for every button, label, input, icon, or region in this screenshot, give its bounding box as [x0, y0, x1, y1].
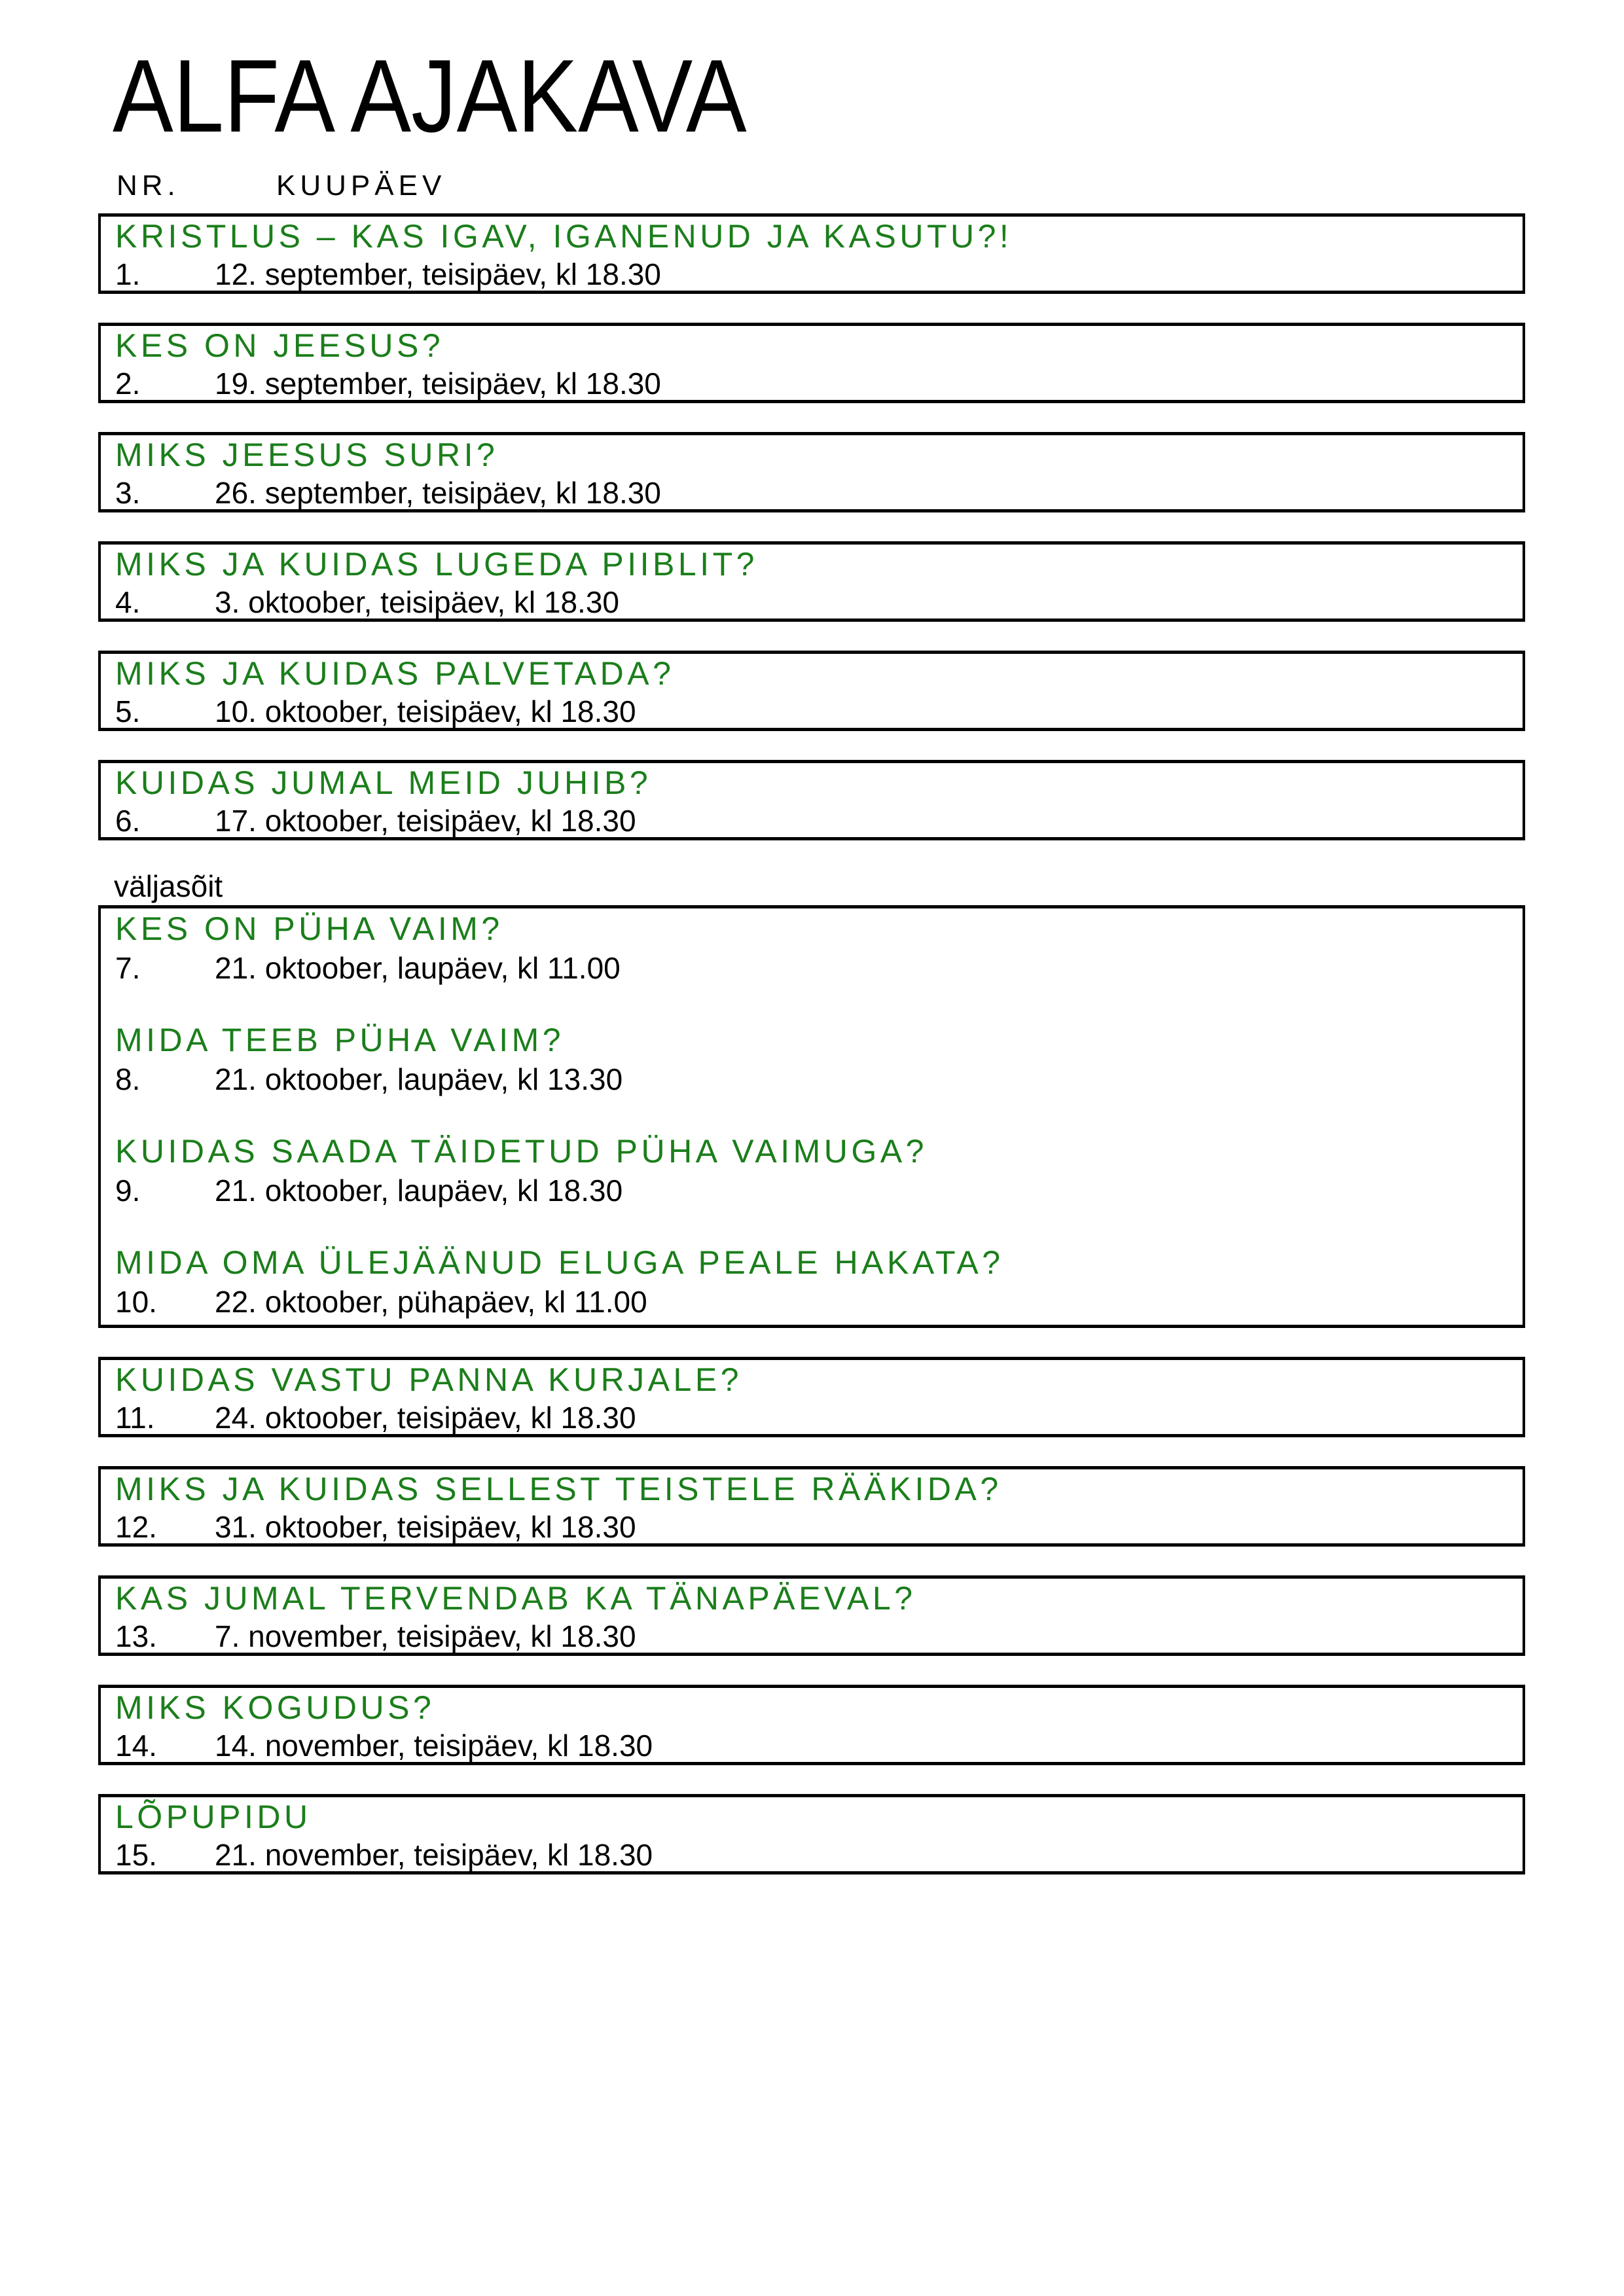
session-number: 11.	[115, 1401, 155, 1435]
session-number: 3.	[115, 476, 141, 510]
session-date: 19. september, teisipäev, kl 18.30	[215, 367, 661, 401]
session-date-row	[115, 1060, 1516, 1098]
spacer	[115, 1098, 1516, 1132]
session-date-row	[115, 949, 1516, 987]
spacer	[115, 1210, 1516, 1244]
session-date: 14. november, teisipäev, kl 18.30	[215, 1729, 653, 1763]
session-number: 14.	[115, 1729, 157, 1763]
session-title: MIKS KOGUDUS?	[115, 1689, 435, 1726]
session-date-row	[115, 258, 1516, 291]
session-date: 21. november, teisipäev, kl 18.30	[215, 1838, 653, 1872]
session-title: KES ON JEESUS?	[115, 327, 444, 364]
session-date-row	[115, 1172, 1516, 1210]
session-date: 31. oktoober, teisipäev, kl 18.30	[215, 1510, 636, 1544]
session-box-group	[98, 905, 1525, 1328]
session-number: 6.	[115, 804, 141, 838]
session-date: 3. oktoober, teisipäev, kl 18.30	[215, 585, 619, 619]
session-date-row	[115, 1401, 1516, 1434]
session-date-row	[115, 586, 1516, 619]
session-number: 9.	[115, 1174, 141, 1208]
session-date: 21. oktoober, laupäev, kl 11.00	[215, 951, 621, 985]
session-date: 21. oktoober, laupäev, kl 18.30	[215, 1174, 623, 1208]
session-title: MIKS JEESUS SURI?	[115, 437, 499, 473]
session-box	[98, 651, 1525, 731]
session-date: 17. oktoober, teisipäev, kl 18.30	[215, 804, 636, 838]
session-date: 26. september, teisipäev, kl 18.30	[215, 476, 661, 510]
session-title: MIKS JA KUIDAS SELLEST TEISTELE RÄÄKIDA?	[115, 1471, 1002, 1507]
session-title: KUIDAS SAADA TÄIDETUD PÜHA VAIMUGA?	[115, 1133, 928, 1170]
session-number: 12.	[115, 1510, 157, 1544]
session-box	[98, 1685, 1525, 1765]
session-date: 24. oktoober, teisipäev, kl 18.30	[215, 1401, 636, 1435]
page-title: ALFA AJAKAVA	[113, 39, 747, 154]
session-box	[98, 1575, 1525, 1656]
session-date-row	[115, 804, 1516, 837]
session-box	[98, 1466, 1525, 1547]
session-title: KUIDAS VASTU PANNA KURJALE?	[115, 1361, 742, 1398]
column-header-kuupaev: KUUPÄEV	[276, 170, 446, 202]
session-box	[98, 1357, 1525, 1437]
session-title: MIKS JA KUIDAS LUGEDA PIIBLIT?	[115, 546, 758, 583]
session-date: 22. oktoober, pühapäev, kl 11.00	[215, 1285, 647, 1319]
session-number: 5.	[115, 694, 141, 728]
outing-note: väljasõit	[114, 869, 223, 903]
session-box	[98, 1794, 1525, 1874]
session-date-row	[115, 367, 1516, 400]
session-box	[98, 541, 1525, 622]
session-date: 21. oktoober, laupäev, kl 13.30	[215, 1062, 623, 1096]
session-date-row	[115, 476, 1516, 509]
session-title: MIKS JA KUIDAS PALVETADA?	[115, 655, 675, 692]
session-date-row	[115, 695, 1516, 728]
session-number: 7.	[115, 951, 141, 985]
session-title: MIDA TEEB PÜHA VAIM?	[115, 1022, 565, 1058]
session-number: 1.	[115, 257, 141, 291]
session-date: 7. november, teisipäev, kl 18.30	[215, 1619, 636, 1653]
session-title: KRISTLUS – KAS IGAV, IGANENUD JA KASUTU?!	[115, 218, 1013, 255]
session-box	[98, 213, 1525, 294]
session-number: 4.	[115, 585, 141, 619]
column-header-nr: NR.	[117, 170, 180, 202]
session-date-row	[115, 1283, 1516, 1321]
session-number: 13.	[115, 1619, 157, 1653]
spacer	[115, 987, 1516, 1021]
session-number: 2.	[115, 367, 141, 401]
session-date-row	[115, 1839, 1516, 1871]
session-date-row	[115, 1729, 1516, 1762]
session-date-row	[115, 1620, 1516, 1653]
session-number: 8.	[115, 1062, 141, 1096]
session-box	[98, 760, 1525, 840]
session-date: 10. oktoober, teisipäev, kl 18.30	[215, 694, 636, 728]
session-date: 12. september, teisipäev, kl 18.30	[215, 257, 661, 291]
session-number: 10.	[115, 1285, 157, 1319]
session-title: MIDA OMA ÜLEJÄÄNUD ELUGA PEALE HAKATA?	[115, 1244, 1004, 1281]
session-title: KAS JUMAL TERVENDAB KA TÄNAPÄEVAL?	[115, 1580, 916, 1617]
session-title: KES ON PÜHA VAIM?	[115, 910, 503, 947]
session-number: 15.	[115, 1838, 157, 1872]
session-date-row	[115, 1511, 1516, 1543]
session-box	[98, 432, 1525, 512]
session-title: KUIDAS JUMAL MEID JUHIB?	[115, 764, 652, 801]
session-title: LÕPUPIDU	[115, 1799, 312, 1835]
columns-header	[117, 170, 1525, 202]
session-box	[98, 323, 1525, 403]
